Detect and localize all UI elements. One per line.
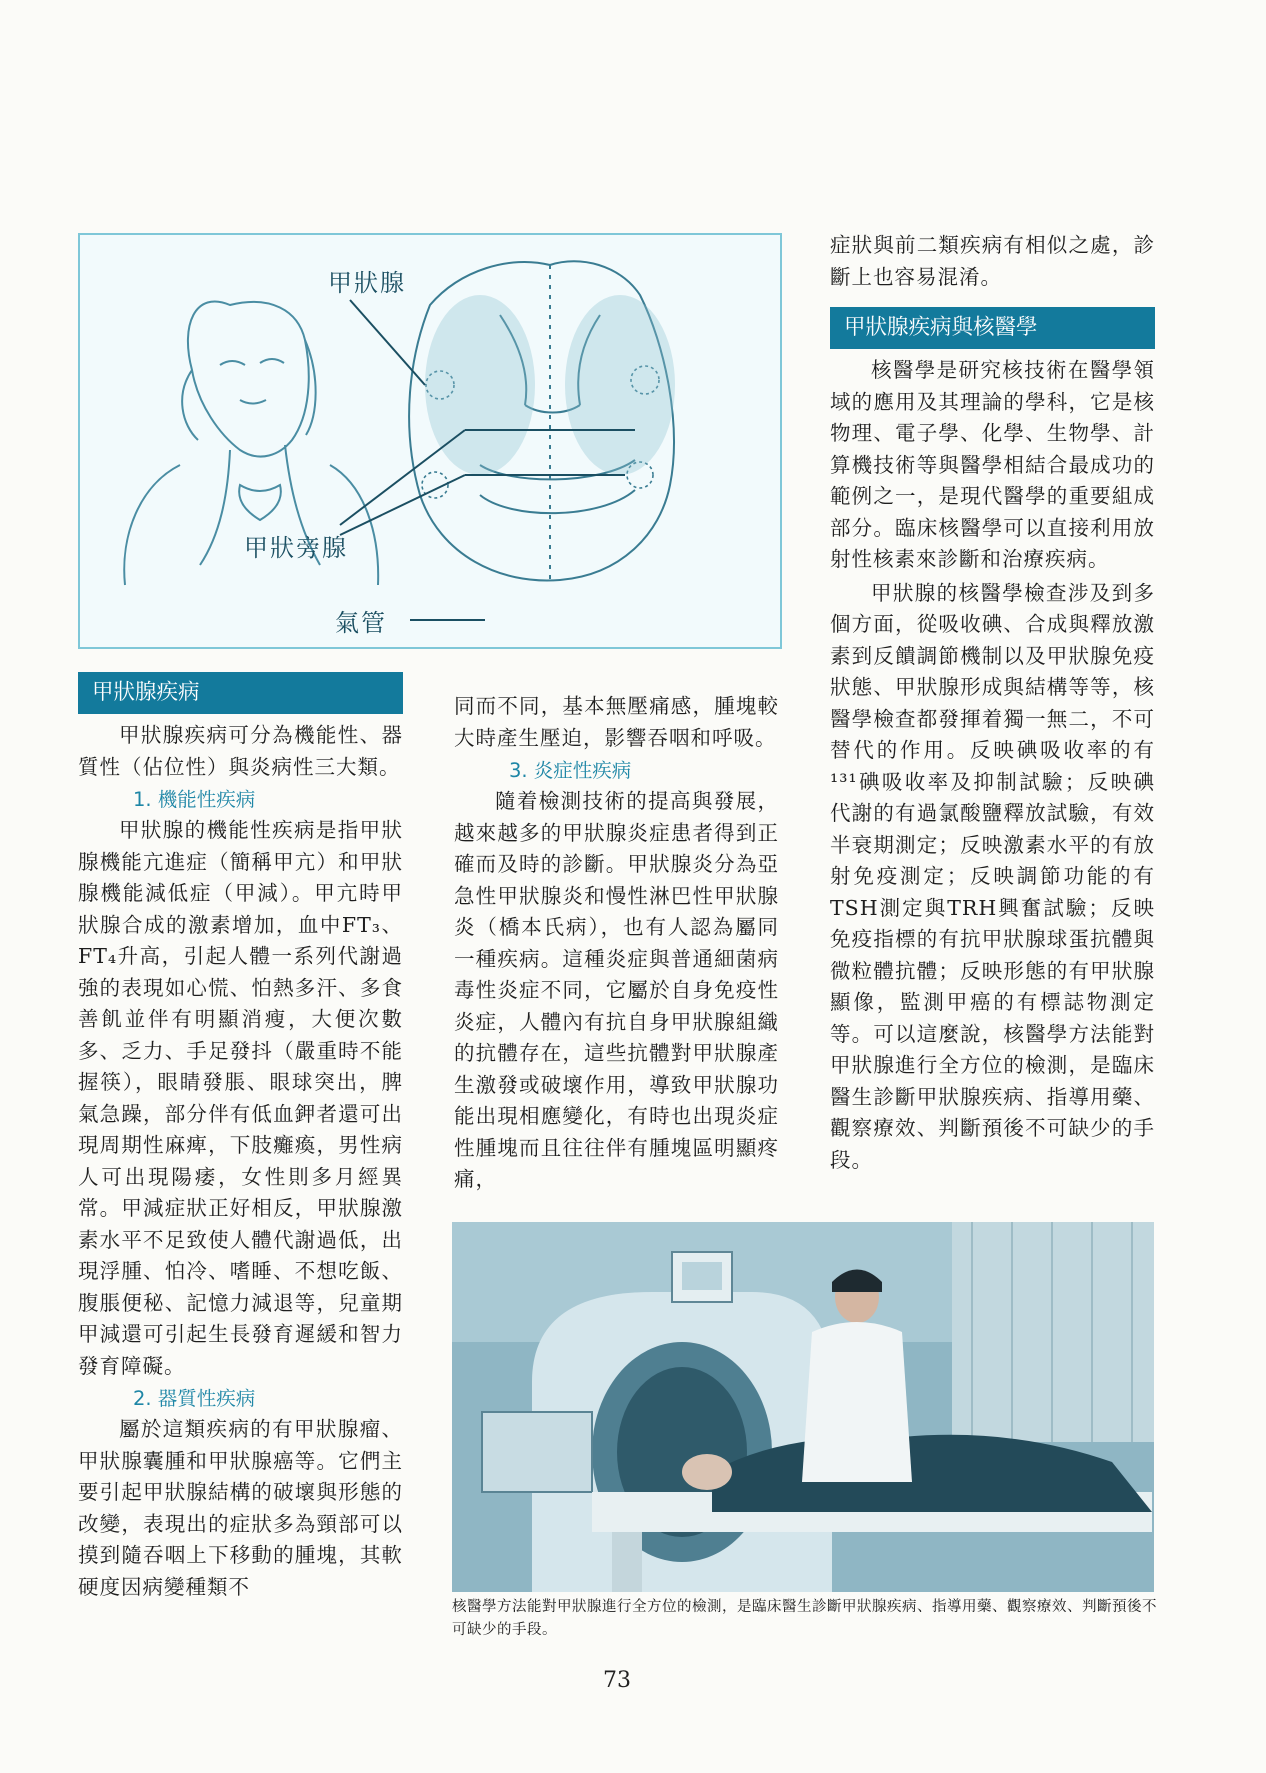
subheading-organic: 2. 器質性疾病 <box>133 1387 256 1410</box>
thyroid-illustration-figure <box>78 233 782 649</box>
thyroid-illustration <box>80 235 780 647</box>
trachea-label: 氣管 <box>335 609 387 637</box>
subheading-functional: 1. 機能性疾病 <box>133 788 256 811</box>
parathyroid-label: 甲狀旁腺 <box>244 534 348 562</box>
organic-paragraph-continued: 同而不同，基本無壓痛感，腫塊較大時產生壓迫，影響吞咽和呼吸。 <box>454 694 779 750</box>
right-top-paragraph: 症狀與前二類疾病有相似之處，診斷上也容易混淆。 <box>830 233 1155 289</box>
section-heading-nuclear-medicine: 甲狀腺疾病與核醫學 <box>830 307 1155 349</box>
nuclear-medicine-paragraph: 核醫學是研究核技術在醫學領域的應用及其理論的學科，它是核物理、電子學、化學、生物學、計算機技術等與醫學相結合最成功的範例之一，是現代醫學的重要組成部分。臨床核醫學可以直接利用放射性核素來診斷和治療疾病。 <box>830 358 1155 571</box>
column-right <box>830 230 1155 1176</box>
section-heading-thyroid-diseases: 甲狀腺疾病 <box>78 672 403 714</box>
intro-paragraph: 甲狀腺疾病可分為機能性、器質性（佔位性）與炎病性三大類。 <box>78 723 403 779</box>
column-middle <box>454 691 779 1196</box>
functional-paragraph: 甲狀腺的機能性疾病是指甲狀腺機能亢進症（簡稱甲亢）和甲狀腺機能減低症（甲減）。甲亢時甲狀腺合成的激素增加，血中FT₃、FT₄升高，引起人體一系列代謝過強的表現如心慌、怕熱多汗、多食善飢並伴有明顯消瘦，大便次數多、乏力、手足發抖（嚴重時不能握筷），眼睛發脹、眼球突出，脾氣急躁，部分伴有低血鉀者還可出現周期性麻痺，下肢癱瘓，男性病人可出現陽痿，女性則多月經異常。甲減症狀正好相反，甲狀腺激素水平不足致使人體代謝過低，出現浮腫、怕冷、嗜睡、不想吃飯、腹脹便秘、記憶力減退等，兒童期甲減還可引起生長發育遲緩和智力發育障礙。 <box>78 818 403 1378</box>
inflammatory-paragraph: 隨着檢測技術的提高與發展，越來越多的甲狀腺炎症患者得到正確而及時的診斷。甲狀腺炎分為亞急性甲狀腺炎和慢性淋巴性甲狀腺炎（橋本氏病），也有人認為屬同一種疾病。這種炎症與普通細菌病毒性炎症不同，它屬於自身免疫性炎症，人體內有抗自身甲狀腺組織的抗體存在，這些抗體對甲狀腺產生激發或破壞作用，導致甲狀腺功能出現相應變化，有時也出現炎症性腫塊而且往往伴有腫塊區明顯疼痛， <box>454 789 779 1191</box>
scanner-photo-illustration <box>452 1222 1154 1592</box>
column-left <box>78 672 403 1603</box>
thyroid-label: 甲狀腺 <box>328 269 406 297</box>
nuclear-exam-paragraph: 甲狀腺的核醫學檢查涉及到多個方面，從吸收碘、合成與釋放激素到反饋調節機制以及甲狀腺免疫狀態、甲狀腺形成與結構等等，核醫學檢查都發揮着獨一無二，不可替代的作用。反映碘吸收率的有¹³¹碘吸收率及抑制試驗；反映碘代謝的有過氯酸鹽釋放試驗，有效半衰期測定；反映激素水平的有放射免疫測定；反映調節功能的有TSH測定與TRH興奮試驗；反映免疫指標的有抗甲狀腺球蛋抗體與微粒體抗體；反映形態的有甲狀腺顯像，監測甲癌的有標誌物測定等。可以這麼說，核醫學方法能對甲狀腺進行全方位的檢測，是臨床醫生診斷甲狀腺疾病、指導用藥、觀察療效、判斷預後不可缺少的手段。 <box>830 580 1155 1172</box>
organic-paragraph: 屬於這類疾病的有甲狀腺瘤、甲狀腺囊腫和甲狀腺癌等。它們主要引起甲狀腺結構的破壞與形態的改變，表現出的症狀多為頸部可以摸到隨吞咽上下移動的腫塊，其軟硬度因病變種類不 <box>78 1417 403 1599</box>
page-number: 73 <box>603 1668 631 1693</box>
nuclear-medicine-photo <box>452 1222 1154 1592</box>
subheading-inflammatory: 3. 炎症性疾病 <box>509 759 632 782</box>
photo-caption: 核醫學方法能對甲狀腺進行全方位的檢測，是臨床醫生診斷甲狀腺疾病、指導用藥、觀察療效、判斷預後不可缺少的手段。 <box>452 1599 1157 1638</box>
